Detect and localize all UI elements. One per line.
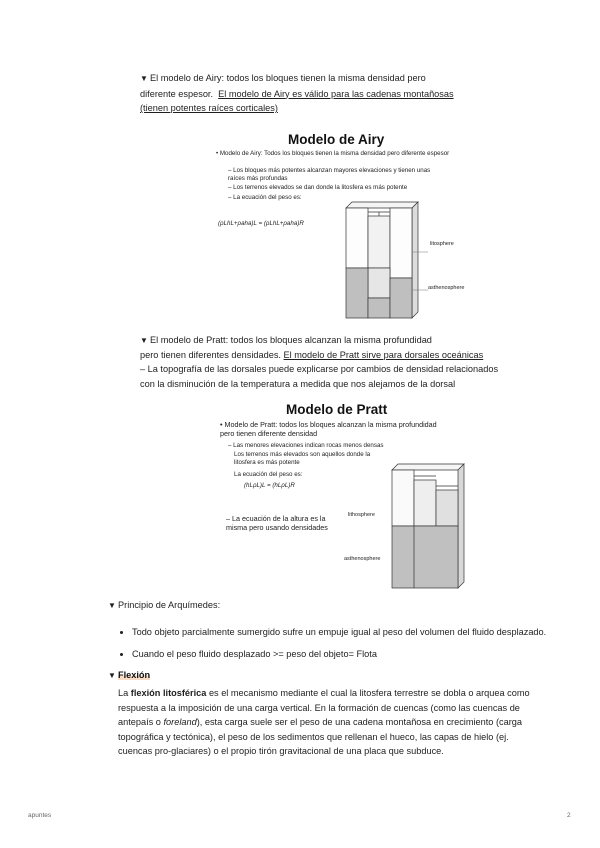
pratt-line-1: ▼ El modelo de Pratt: todos los bloques alcanzan la misma profundidad bbox=[140, 333, 540, 348]
pratt-blocks-diagram bbox=[386, 460, 466, 592]
airy-figure-sub1: – Los bloques más potentes alcanzan mayores elevaciones y tienen unas raíces más profundas bbox=[228, 167, 431, 182]
airy-figure-bullet: • Modelo de Airy: Todos los bloques tienen la misma densidad pero diferente espesor bbox=[216, 150, 450, 157]
airy-figure-equation: (ρLhL+ρaha)L = (ρLhL+ρaha)R bbox=[218, 220, 304, 227]
toggle-triangle-icon[interactable]: ▼ bbox=[140, 336, 148, 345]
airy-intro bbox=[140, 71, 540, 116]
pratt-line-3: – La topografía de las dorsales puede explicarse por cambios de densidad relacionados bbox=[140, 364, 499, 375]
toggle-triangle-icon[interactable]: ▼ bbox=[108, 601, 116, 610]
pratt-figure-sub3: La ecuación del peso es: bbox=[234, 471, 303, 478]
list-item: • Cuando el peso fluido desplazado >= peso del objeto= Flota bbox=[132, 647, 550, 662]
pratt-label-lithosphere: lithosphere bbox=[348, 512, 375, 518]
airy-figure-sub3: – La ecuación del peso es: bbox=[228, 194, 302, 201]
list-item: • Todo objeto parcialmente sumergido sufre un empuje igual al peso del volumen del fluido desplazado. bbox=[132, 625, 550, 640]
pratt-figure-bullet: • Modelo de Pratt: todos los bloques alcanzan la misma profundidad pero tienen diferente densidad bbox=[220, 420, 437, 438]
archimedes-toggle bbox=[108, 598, 548, 614]
pratt-figure bbox=[218, 398, 468, 594]
pratt-intro bbox=[140, 333, 540, 391]
airy-figure-sub2: – Los terrenos elevados se dan donde la litosfera es más potente bbox=[228, 184, 408, 191]
pratt-figure-sub2: Los terrenos más elevados son aquellos donde la litosfera es más potente bbox=[234, 451, 371, 466]
archimedes-title: Principio de Arquímedes: bbox=[118, 600, 221, 610]
archimedes-list bbox=[110, 617, 550, 661]
airy-blocks-diagram bbox=[338, 198, 475, 322]
pratt-figure-title: Modelo de Pratt bbox=[286, 402, 388, 417]
pratt-line-4: con la disminución de la temperatura a medida que nos alejamos de la dorsal bbox=[140, 378, 456, 389]
footer-page-number: 2 bbox=[567, 812, 571, 819]
flexion-toggle bbox=[108, 668, 548, 684]
airy-label-lithosphere: litosphere bbox=[430, 241, 454, 247]
airy-line-2: diferente espesor. El modelo de Airy es válido para las cadenas montañosas bbox=[140, 88, 454, 99]
airy-line-1: ▼ El modelo de Airy: todos los bloques tienen la misma densidad pero bbox=[140, 71, 540, 87]
airy-figure-title: Modelo de Airy bbox=[288, 132, 385, 147]
airy-label-asthenosphere: asthenosphere bbox=[428, 285, 465, 291]
footer-doc-name: apuntes bbox=[28, 812, 52, 819]
airy-figure bbox=[210, 128, 475, 324]
flexion-paragraph: La flexión litosférica es el mecanismo mediante el cual la litosfera terrestre se dobla o arquea como respuesta a la imposición de una carga vertical. En la formación de cuencas (como las cuencas de antepaís o foreland), esta carga suele ser el peso de una cadena montañosa en crecimiento (carga topográfica y tectónica), el peso de los sedimentos que rellenan el hueco, las capas de hielo (ej. cuencas pro-glaciares) o el propio tirón gravitacional de una placa que subduce. bbox=[118, 688, 530, 757]
pratt-label-asthenosphere: asthenosphere bbox=[344, 556, 381, 562]
airy-line-3: (tienen potentes raíces corticales) bbox=[140, 103, 278, 114]
pratt-figure-equation: (hLρL)L = (hLρL)R bbox=[244, 482, 295, 489]
pratt-line-2: pero tienen diferentes densidades. El modelo de Pratt sirve para dorsales oceánicas bbox=[140, 350, 484, 361]
toggle-triangle-icon[interactable]: ▼ bbox=[140, 74, 148, 83]
flexion-title: Flexión bbox=[118, 670, 151, 680]
toggle-triangle-icon[interactable]: ▼ bbox=[108, 671, 116, 680]
pratt-figure-sub1: – Las menores elevaciones indican rocas menos densas bbox=[228, 442, 384, 449]
pratt-figure-sub4: – La ecuación de la altura es la misma pero usando densidades bbox=[226, 514, 328, 532]
